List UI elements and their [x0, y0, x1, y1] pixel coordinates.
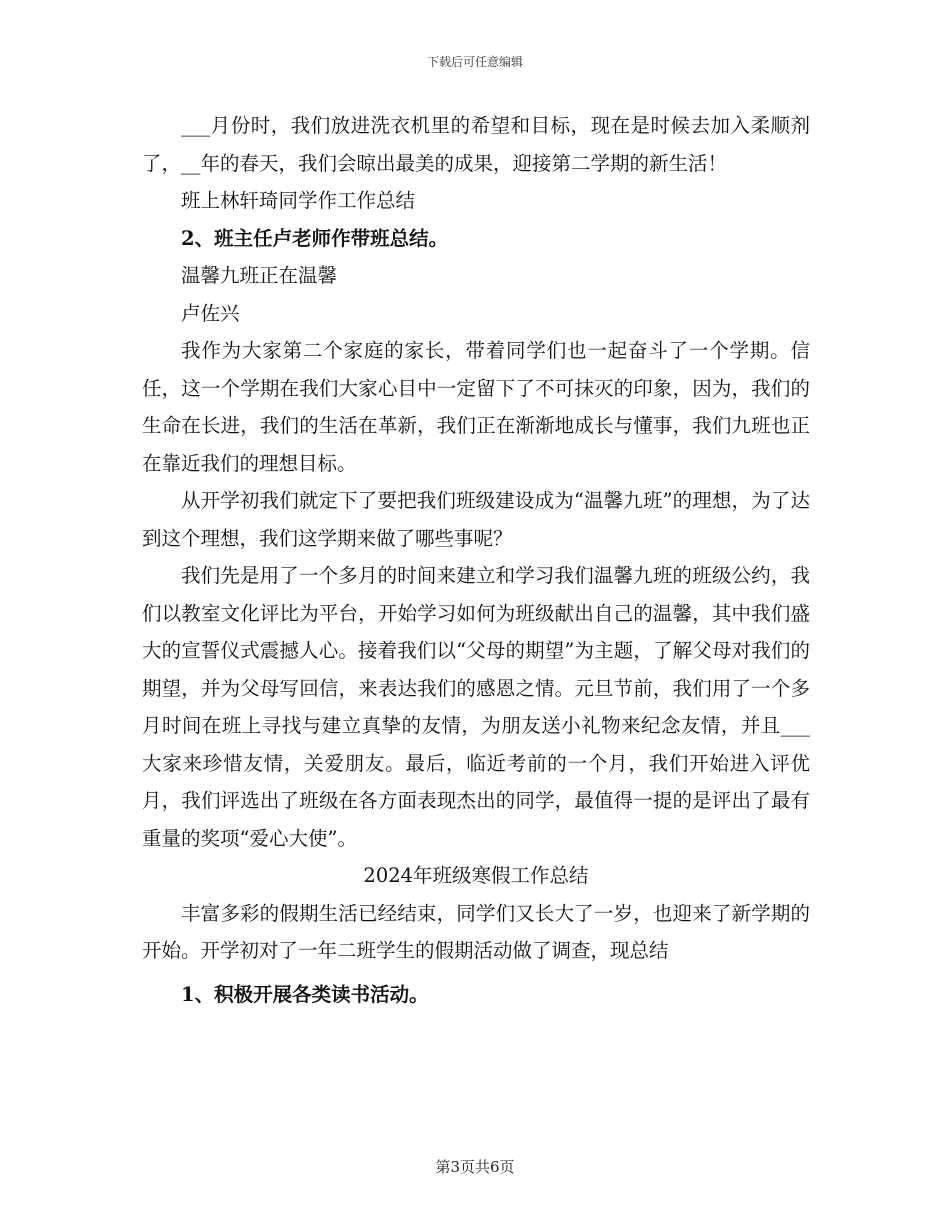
paragraph-student-summary: 班上林轩琦同学作工作总结 — [181, 189, 416, 212]
speech-title: 温馨九班正在温馨 — [181, 264, 338, 287]
page-number: 第3页共6页 — [435, 1158, 515, 1176]
paragraph-activities: 我们先是用了一个多月的时间来建立和学习我们温馨九班的班级公约，我们以教室文化评比为平台，开始学习如何为班级献出自己的温馨，其中我们盛大的宣誓仪式震撼人心。接着我们以“父母的期望”为主题，了解父母对我们的期望，并为父母写回信，来表达我们的感恩之情。元旦节前，我们用了一个多月时间在班上寻找与建立真挚的友情，为朋友送小礼物来纪念友情，并且___大家来珍惜友情，关爱朋友。最后，临近考前的一个月，我们开始进入评优月，我们评选出了班级在各方面表现杰出的同学，最值得一提的是评出了最有重量的奖项“爱心大使”。 — [142, 564, 810, 850]
document-title: 2024年班级寒假工作总结 — [363, 864, 589, 887]
section-heading-reading: 1、积极开展各类读书活动。 — [181, 982, 429, 1006]
page-header: 下载后可任意编辑 — [426, 55, 523, 69]
paragraph-holiday-intro: 丰富多彩的假期生活已经结束，同学们又长大了一岁，也迎来了新学期的开始。开学初对了一年二班学生的假期活动做了调查，现总结 — [142, 901, 810, 962]
paragraph-goal: 从开学初我们就定下了要把我们班级建设成为“温馨九班”的理想，为了达到这个理想，我们这学期来做了哪些事呢？ — [142, 489, 810, 550]
paragraph-intro: 我作为大家第二个家庭的家长，带着同学们也一起奋斗了一个学期。信任，这一个学期在我们大家心目中一定留下了不可抹灭的印象，因为，我们的生命在长进，我们的生活在革新，我们正在渐渐地成长与懂事，我们九班也正在靠近我们的理想目标。 — [142, 339, 810, 475]
speech-author: 卢佐兴 — [181, 301, 240, 325]
section-heading-teacher-summary: 2、班主任卢老师作带班总结。 — [181, 226, 449, 250]
paragraph-closing-metaphor: ___月份时，我们放进洗衣机里的希望和目标，现在是时候去加入柔顺剂了，__年的春天，我们会晾出最美的成果，迎接第二学期的新生活！ — [142, 114, 810, 175]
document-body — [142, 107, 810, 1013]
